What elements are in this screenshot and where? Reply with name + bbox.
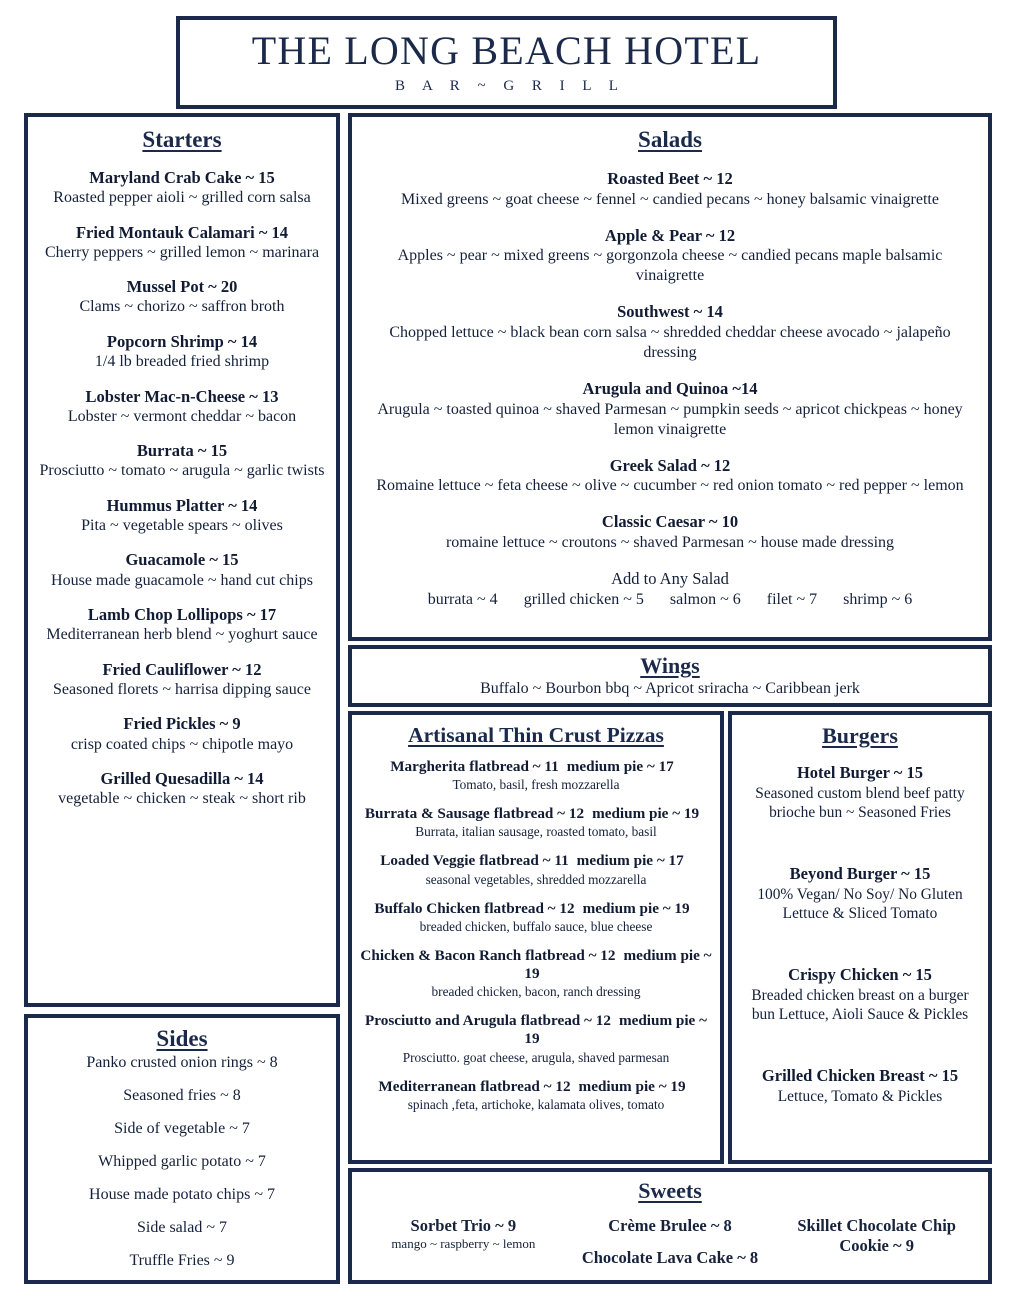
menu-item (360, 900, 712, 935)
sweets-column-1 (360, 1216, 567, 1252)
list-item: Side salad ~ 7 (137, 1219, 227, 1236)
item-desc: 1/4 lb breaded fried shrimp (94, 353, 270, 371)
sweets-title: Sweets (638, 1178, 702, 1203)
item-desc: vegetable ~ chicken ~ steak ~ short rib (58, 790, 306, 808)
price-medium: medium pie ~ 19 (592, 805, 700, 823)
addon-item: burrata ~ 4 (427, 590, 498, 608)
price-flatbread: flatbread ~ 12 (525, 946, 616, 964)
list-item: Panko crusted onion rings ~ 8 (86, 1054, 278, 1071)
item-desc: breaded chicken, buffalo sauce, blue cheese (419, 918, 653, 934)
item-name: Skillet Chocolate Chip Cookie ~ 9 (797, 1216, 956, 1256)
item-name: Hotel Burger ~ 15 (796, 763, 924, 782)
item-desc: seasonal vegetables, shredded mozzarella (425, 871, 647, 887)
menu-item (36, 714, 328, 754)
addon-item: salmon ~ 6 (669, 590, 741, 608)
price-flatbread: flatbread ~ 12 (480, 1077, 571, 1095)
menu-item (366, 379, 974, 440)
item-desc: Cherry peppers ~ grilled lemon ~ marinara (44, 243, 320, 261)
burgers-title: Burgers (822, 723, 898, 748)
section-sides (24, 1014, 340, 1284)
menu-item (36, 660, 328, 700)
item-name: Roasted Beet ~ 12 (607, 169, 733, 188)
item-desc: crisp coated chips ~ chipotle mayo (70, 735, 294, 753)
item-name: Burrata ~ 15 (136, 441, 228, 461)
pizzas-title: Artisanal Thin Crust Pizzas (408, 723, 664, 747)
menu-item (36, 223, 328, 263)
menu-item (360, 1078, 712, 1113)
restaurant-header (176, 16, 837, 109)
price-medium: medium pie ~ 19 (578, 1077, 686, 1095)
item-desc: Roasted pepper aioli ~ grilled corn salsa (53, 189, 311, 207)
section-wings (348, 645, 992, 707)
item-name: Mediterranean (378, 1077, 477, 1095)
item-desc: breaded chicken, bacon, ranch dressing (431, 984, 641, 1000)
addon-item: grilled chicken ~ 5 (523, 590, 644, 608)
price-flatbread: flatbread ~ 12 (484, 899, 575, 917)
price-flatbread: flatbread ~ 12 (520, 1012, 611, 1030)
sweets-column-2 (567, 1216, 774, 1268)
wings-title: Wings (640, 653, 700, 678)
item-name: Maryland Crab Cake ~ 15 (89, 168, 275, 187)
salads-title: Salads (638, 127, 702, 152)
item-name: Guacamole ~ 15 (125, 550, 239, 570)
menu-item (36, 496, 328, 536)
item-desc: Lobster ~ vermont cheddar ~ bacon (67, 407, 297, 425)
item-desc: Prosciutto ~ tomato ~ arugula ~ garlic twists (39, 462, 325, 480)
item-desc: Chopped lettuce ~ black bean corn salsa ~ shredded cheddar cheese avocado ~ jalapeño dressing (389, 323, 951, 361)
menu-item (36, 605, 328, 645)
sides-title: Sides (156, 1026, 208, 1051)
menu-item (360, 758, 712, 793)
menu-item (366, 169, 974, 210)
section-sweets (348, 1168, 992, 1284)
list-item: Seasoned fries ~ 8 (123, 1087, 241, 1104)
menu-item (36, 332, 328, 372)
item-name: Chicken & Bacon Ranch (360, 946, 522, 964)
item-name: Chocolate Lava Cake ~ 8 (581, 1248, 759, 1268)
list-item: Truffle Fries ~ 9 (129, 1252, 235, 1269)
menu-item (36, 441, 328, 481)
item-desc: Prosciutto. goat cheese, arugula, shaved parmesan (402, 1049, 670, 1065)
item-desc: Apples ~ pear ~ mixed greens ~ gorgonzola cheese ~ candied pecans maple balsamic vinaigrette (397, 247, 943, 285)
menu-item (36, 168, 328, 208)
hotel-subtitle: B A R ~ G R I L L (395, 78, 625, 94)
hotel-name: THE LONG BEACH HOTEL (251, 28, 762, 73)
item-name: Greek Salad ~ 12 (609, 455, 731, 475)
item-name: Southwest ~ 14 (617, 302, 723, 322)
item-desc: Mediterranean herb blend ~ yoghurt sauce (46, 626, 318, 644)
item-name: Loaded Veggie (380, 852, 476, 870)
item-desc: House made guacamole ~ hand cut chips (51, 571, 313, 589)
item-name: Hummus Platter ~ 14 (106, 495, 258, 515)
item-desc: Tomato, basil, fresh mozzarella (452, 777, 620, 793)
menu-item (740, 965, 980, 1024)
item-name: Mussel Pot ~ 20 (126, 277, 238, 297)
item-name: Prosciutto and Arugula (365, 1012, 517, 1030)
item-name-line (360, 947, 712, 983)
item-name: Beyond Burger ~ 15 (789, 864, 931, 884)
item-name: Sorbet Trio ~ 9 (410, 1216, 517, 1235)
item-name-line (360, 758, 712, 776)
menu-item (36, 387, 328, 427)
item-desc: Arugula ~ toasted quinoa ~ shaved Parmesan ~ pumpkin seeds ~ apricot chickpeas ~ honey lemon vinaigrette (377, 400, 963, 438)
item-name: Lobster Mac-n-Cheese ~ 13 (85, 386, 279, 406)
price-medium: medium pie ~ 19 (524, 1012, 707, 1048)
price-flatbread: flatbread ~ 12 (493, 805, 585, 823)
price-medium: medium pie ~ 19 (524, 946, 712, 982)
item-name-line (360, 852, 712, 870)
wings-flavors: Buffalo ~ Bourbon bbq ~ Apricot sriracha ~ Caribbean jerk (480, 680, 860, 697)
item-desc: Breaded chicken breast on a burger bun Lettuce, Aioli Sauce & Pickles (751, 986, 969, 1024)
item-name: Grilled Quesadilla ~ 14 (100, 769, 264, 789)
item-name: Fried Pickles ~ 9 (123, 714, 241, 734)
item-desc: 100% Vegan/ No Soy/ No Gluten Lettuce & Sliced Tomato (757, 885, 963, 922)
menu-item (36, 277, 328, 317)
item-desc: Seasoned custom blend beef patty brioche bun ~ Seasoned Fries (755, 784, 965, 821)
section-pizzas (348, 711, 724, 1164)
menu-item (740, 763, 980, 822)
price-medium: medium pie ~ 19 (582, 899, 690, 917)
salad-addons (366, 569, 974, 609)
menu-item (366, 226, 974, 287)
item-name-line (360, 1078, 712, 1096)
section-burgers (728, 711, 992, 1164)
item-name-line (360, 900, 712, 918)
item-desc: Burrata, italian sausage, roasted tomato, basil (415, 824, 657, 840)
sweets-columns (360, 1216, 980, 1268)
menu-item (360, 805, 712, 840)
item-desc: Seasoned florets ~ harrisa dipping sauce (53, 680, 311, 698)
menu-item (360, 947, 712, 1000)
item-name: Burrata & Sausage (364, 805, 490, 823)
list-item: Side of vegetable ~ 7 (114, 1120, 250, 1137)
section-salads (348, 113, 992, 641)
item-desc: mango ~ raspberry ~ lemon (391, 1236, 536, 1252)
item-desc: Lettuce, Tomato & Pickles (777, 1088, 943, 1105)
menu-item (36, 769, 328, 809)
item-name: Grilled Chicken Breast ~ 15 (761, 1066, 959, 1086)
item-desc: Mixed greens ~ goat cheese ~ fennel ~ candied pecans ~ honey balsamic vinaigrette (401, 190, 939, 208)
item-name-line (360, 1012, 712, 1048)
section-starters (24, 113, 340, 1007)
menu-item (360, 1012, 712, 1065)
item-name: Classic Caesar ~ 10 (601, 512, 739, 532)
item-desc: Clams ~ chorizo ~ saffron broth (79, 298, 285, 316)
starters-title: Starters (142, 127, 222, 152)
sweets-column-3 (773, 1216, 980, 1256)
item-name: Fried Montauk Calamari ~ 14 (75, 222, 289, 242)
menu-item (740, 864, 980, 923)
item-name: Apple & Pear ~ 12 (604, 225, 736, 245)
item-name: Buffalo Chicken (374, 899, 481, 917)
menu-item (740, 1066, 980, 1106)
addons-row (366, 591, 974, 609)
price-flatbread: flatbread ~ 11 (479, 852, 569, 870)
item-name: Crème Brulee ~ 8 (608, 1216, 732, 1235)
item-name: Margherita (390, 758, 466, 775)
item-desc: Pita ~ vegetable spears ~ olives (81, 516, 283, 534)
menu-item (36, 550, 328, 590)
item-name: Crispy Chicken ~ 15 (788, 965, 932, 985)
item-name: Lamb Chop Lollipops ~ 17 (87, 605, 277, 625)
price-medium: medium pie ~ 17 (566, 758, 674, 775)
addon-item: filet ~ 7 (766, 590, 818, 608)
item-name: Popcorn Shrimp ~ 14 (106, 331, 258, 351)
item-name: Arugula and Quinoa ~14 (582, 378, 758, 398)
item-desc: romaine lettuce ~ croutons ~ shaved Parmesan ~ house made dressing (445, 533, 895, 551)
menu-item (366, 512, 974, 553)
menu-item (366, 302, 974, 363)
item-desc: spinach ,feta, artichoke, kalamata olives, tomato (407, 1096, 665, 1112)
item-name: Fried Cauliflower ~ 12 (102, 659, 262, 679)
item-name-line (360, 805, 712, 823)
addon-item: shrimp ~ 6 (843, 590, 913, 608)
price-flatbread: flatbread ~ 11 (469, 758, 559, 775)
addons-title: Add to Any Salad (611, 568, 729, 588)
menu-item (366, 456, 974, 497)
item-desc: Romaine lettuce ~ feta cheese ~ olive ~ cucumber ~ red onion tomato ~ red pepper ~ lemon (376, 477, 964, 495)
list-item: House made potato chips ~ 7 (89, 1186, 275, 1203)
list-item: Whipped garlic potato ~ 7 (98, 1153, 266, 1170)
price-medium: medium pie ~ 17 (576, 852, 684, 870)
menu-item (360, 852, 712, 887)
